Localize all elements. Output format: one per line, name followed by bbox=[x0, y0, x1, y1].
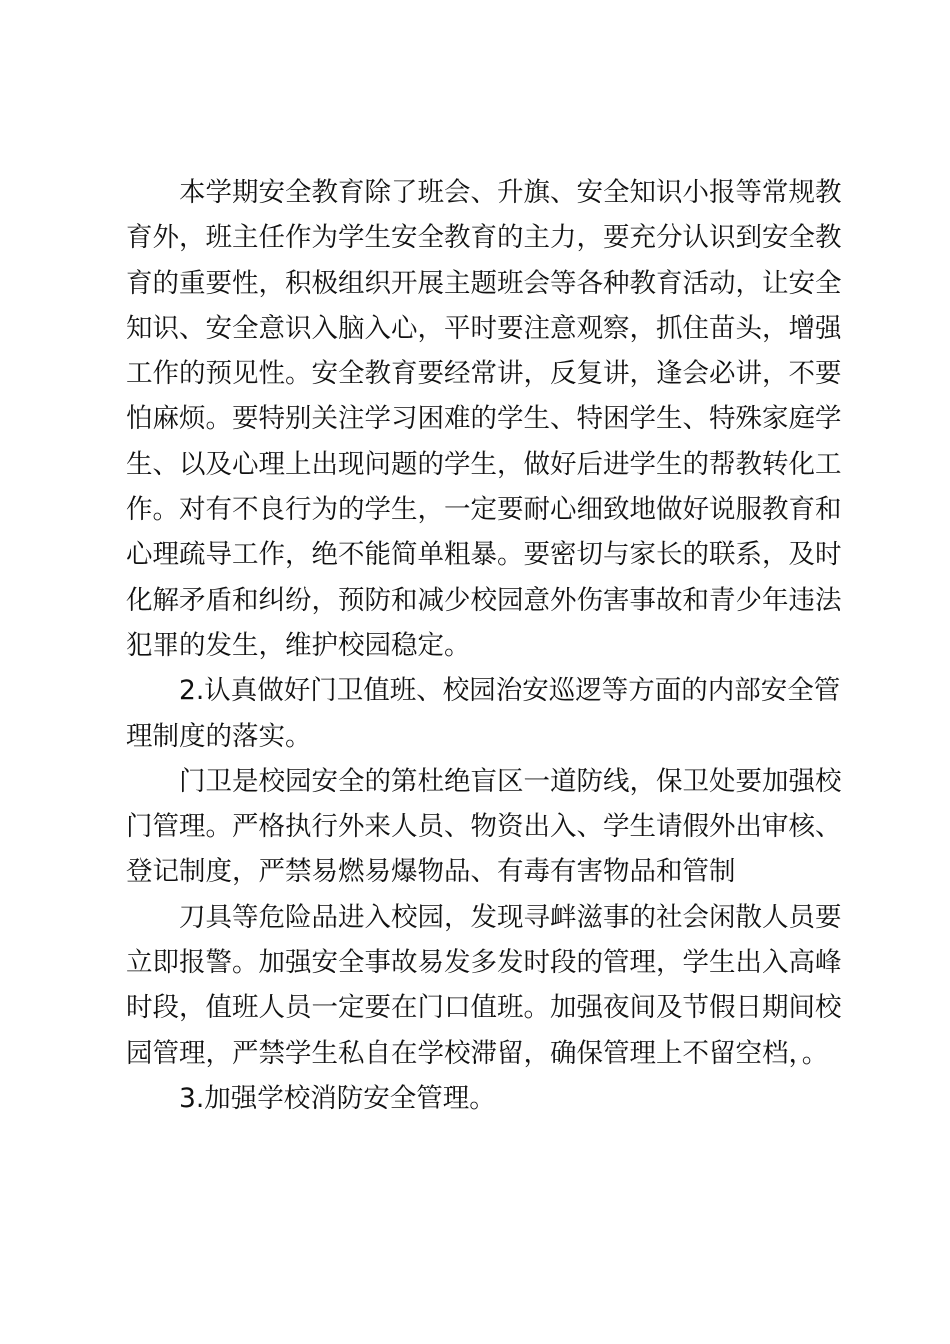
paragraph-line: 登记制度，严禁易燃易爆物品、有毒有害物品和管制 bbox=[126, 856, 736, 888]
paragraph-line: 育外，班主任作为学生安全教育的主力，要充分认识到安全教 bbox=[126, 222, 842, 254]
paragraph-line: 犯罪的发生，维护校园稳定。 bbox=[126, 629, 471, 661]
paragraph-line: 工作的预见性。安全教育要经常讲，反复讲，逢会必讲，不要 bbox=[126, 358, 842, 390]
paragraph-line: 门管理。严格执行外来人员、物资出入、学生请假外出审核、 bbox=[126, 811, 842, 843]
paragraph-line: 立即报警。加强安全事故易发多发时段的管理，学生出入高峰 bbox=[126, 947, 842, 979]
section-heading-continuation: 理制度的落实。 bbox=[126, 720, 312, 752]
paragraph-line: 作。对有不良行为的学生，一定要耐心细致地做好说服教育和 bbox=[126, 494, 842, 526]
paragraph-line: 化解矛盾和纠纷，预防和减少校园意外伤害事故和青少年违法 bbox=[126, 584, 842, 616]
section-heading: 3.加强学校消防安全管理。 bbox=[179, 1082, 496, 1114]
section-heading: 2.认真做好门卫值班、校园治安巡逻等方面的内部安全管 bbox=[179, 675, 841, 707]
paragraph-line: 门卫是校园安全的第杜绝盲区一道防线，保卫处要加强校 bbox=[179, 765, 842, 797]
paragraph-line: 知识、安全意识入脑入心，平时要注意观察，抓住苗头，增强 bbox=[126, 312, 842, 344]
paragraph-line: 园管理，严禁学生私自在学校滞留，确保管理上不留空档，。 bbox=[126, 1037, 829, 1069]
paragraph-line: 本学期安全教育除了班会、升旗、安全知识小报等常规教 bbox=[179, 177, 842, 208]
paragraph-line: 时段，值班人员一定要在门口值班。加强夜间及节假日期间校 bbox=[126, 992, 842, 1024]
paragraph-line: 育的重要性，积极组织开展主题班会等各种教育活动，让安全 bbox=[126, 267, 842, 299]
paragraph-line: 心理疏导工作，绝不能简单粗暴。要密切与家长的联系，及时 bbox=[126, 539, 842, 571]
paragraph-line: 刀具等危险品进入校园，发现寻衅滋事的社会闲散人员要 bbox=[179, 901, 842, 933]
paragraph-line: 怕麻烦。要特别关注学习困难的学生、特困学生、特殊家庭学 bbox=[126, 403, 842, 435]
paragraph-line: 生、以及心理上出现问题的学生，做好后进学生的帮教转化工 bbox=[126, 448, 842, 480]
document-body bbox=[126, 170, 842, 1121]
